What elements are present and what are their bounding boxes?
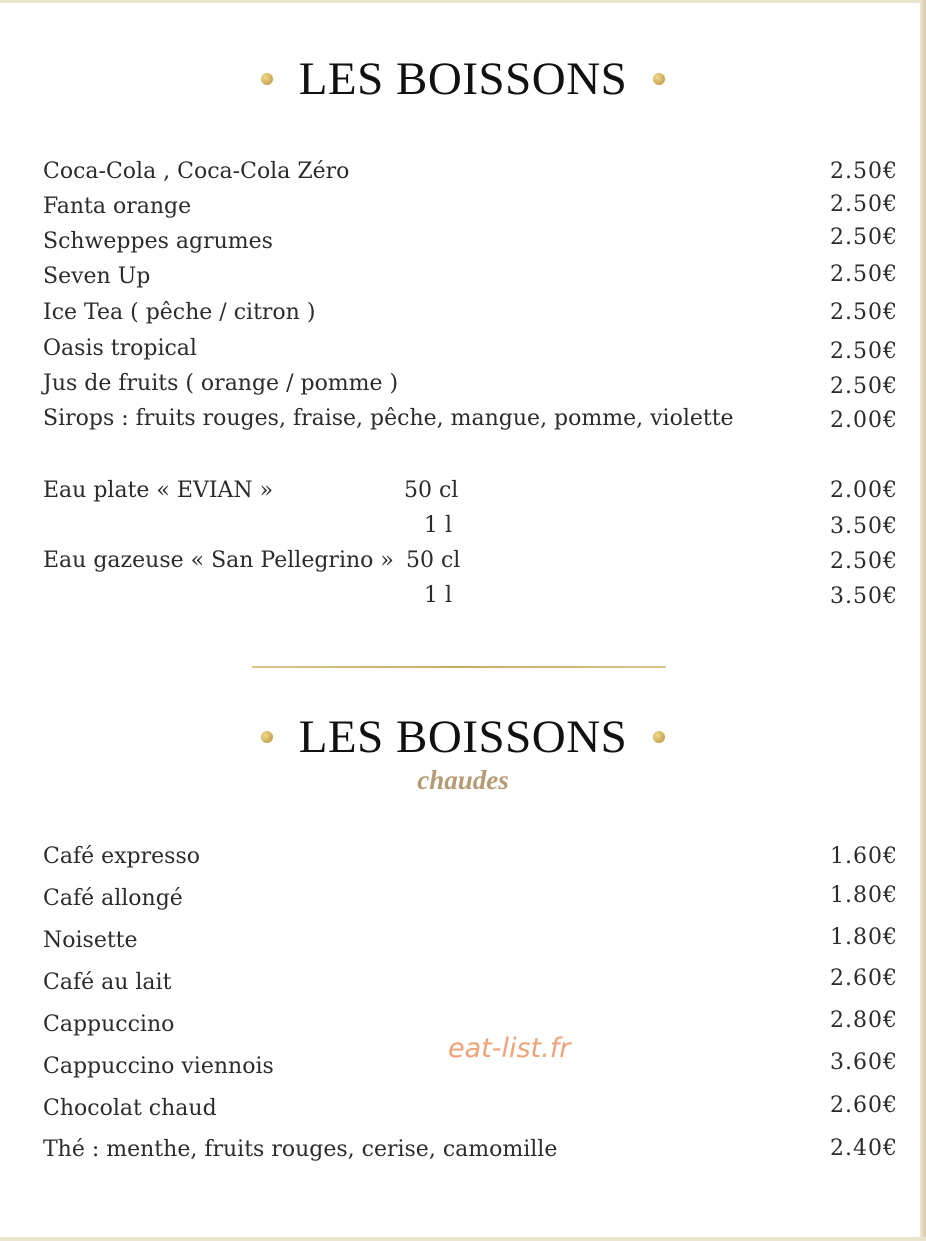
menu-item-price: 2.50€ <box>830 374 898 399</box>
gold-dot-icon <box>653 731 665 743</box>
menu-item-name: Sirops : fruits rouges, fraise, pêche, mangue, pomme, violette <box>43 406 734 431</box>
hot-section-title: LES BOISSONS <box>298 711 628 763</box>
menu-item-price: 2.50€ <box>830 339 898 364</box>
menu-item-price: 2.50€ <box>830 300 898 325</box>
menu-item-price: 2.80€ <box>830 1008 898 1033</box>
menu-item-name: Oasis tropical <box>43 336 197 361</box>
menu-item-name: Schweppes agrumes <box>43 229 273 254</box>
frame-top-border <box>0 0 926 3</box>
menu-item-price: 1.60€ <box>830 844 898 869</box>
water-item-price: 3.50€ <box>830 514 898 539</box>
menu-item-price: 1.80€ <box>830 925 898 950</box>
menu-item-price: 2.40€ <box>830 1136 898 1161</box>
hot-section-heading <box>0 710 926 764</box>
frame-bottom-border <box>0 1237 926 1241</box>
section-divider <box>252 666 666 668</box>
water-item-price: 3.50€ <box>830 584 898 609</box>
gold-dot-icon <box>261 73 273 85</box>
water-item-size: 1 l <box>424 513 453 538</box>
water-item-price: 2.00€ <box>830 478 898 503</box>
menu-item-name: Café expresso <box>43 844 200 869</box>
menu-item-name: Thé : menthe, fruits rouges, cerise, camomille <box>43 1137 558 1162</box>
menu-item-price: 2.50€ <box>830 192 898 217</box>
menu-item-name: Cappuccino <box>43 1012 175 1037</box>
menu-item-price: 2.50€ <box>830 262 898 287</box>
cold-section-title: LES BOISSONS <box>298 53 628 105</box>
menu-item-price: 2.50€ <box>830 159 898 184</box>
gold-dot-icon <box>653 73 665 85</box>
water-item-size: 1 l <box>424 583 453 608</box>
frame-right-border <box>920 0 926 1241</box>
menu-item-name: Café allongé <box>43 886 183 911</box>
water-item-price: 2.50€ <box>830 549 898 574</box>
menu-item-name: Seven Up <box>43 264 151 289</box>
water-item-size: 50 cl <box>404 478 459 503</box>
water-item-name: Eau gazeuse « San Pellegrino » <box>43 548 394 573</box>
menu-item-name: Coca-Cola , Coca-Cola Zéro <box>43 159 350 184</box>
hot-section-subtitle: chaudes <box>417 765 509 795</box>
menu-item-name: Noisette <box>43 928 138 953</box>
menu-item-name: Fanta orange <box>43 194 192 219</box>
menu-item-name: Chocolat chaud <box>43 1096 217 1121</box>
menu-item-name: Café au lait <box>43 970 172 995</box>
menu-item-name: Cappuccino viennois <box>43 1054 274 1079</box>
menu-item-price: 1.80€ <box>830 883 898 908</box>
menu-item-price: 3.60€ <box>830 1050 898 1075</box>
water-item-size: 50 cl <box>406 548 461 573</box>
menu-item-price: 2.60€ <box>830 966 898 991</box>
menu-item-name: Ice Tea ( pêche / citron ) <box>43 300 316 325</box>
menu-item-name: Jus de fruits ( orange / pomme ) <box>43 371 399 396</box>
water-item-name: Eau plate « EVIAN » <box>43 478 274 503</box>
menu-item-price: 2.00€ <box>830 408 898 433</box>
gold-dot-icon <box>261 731 273 743</box>
menu-item-price: 2.50€ <box>830 225 898 250</box>
watermark-text: eat-list.fr <box>448 1033 571 1064</box>
menu-item-price: 2.60€ <box>830 1093 898 1118</box>
cold-section-heading <box>0 52 926 106</box>
